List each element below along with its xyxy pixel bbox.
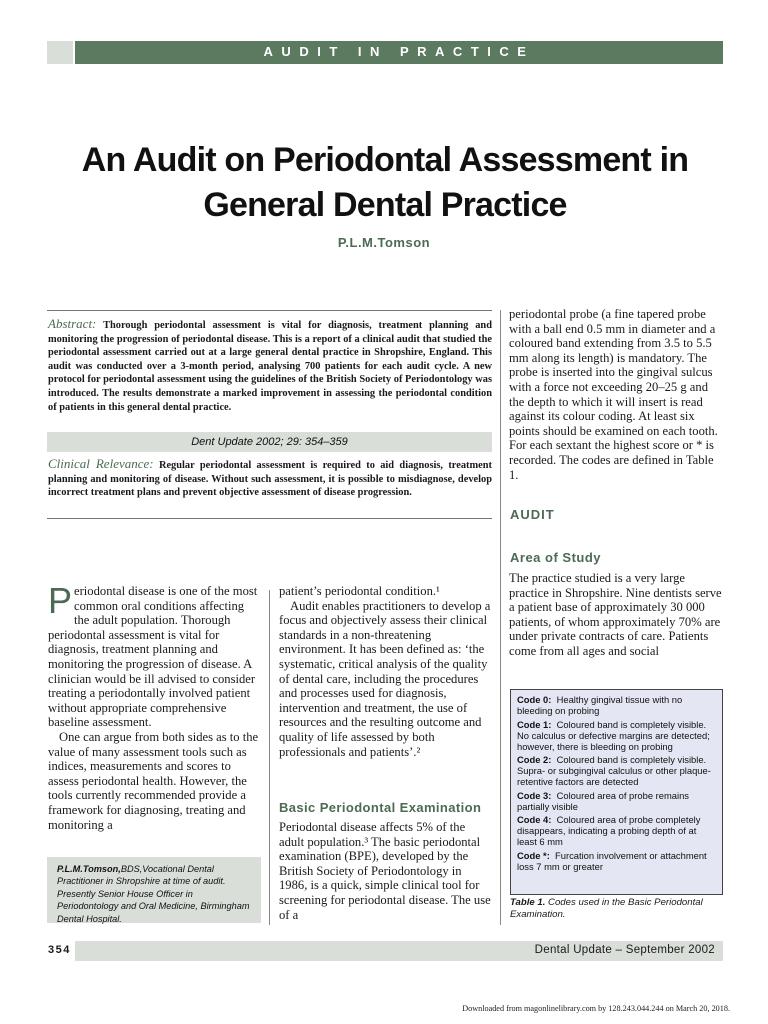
article-title: An Audit on Periodontal Assessment in General Dental Practice bbox=[81, 141, 689, 224]
code-description: Coloured band is completely visible. No calculus or defective margins are detected; however, there is bleeding on probing bbox=[517, 718, 710, 752]
audit-heading: AUDIT bbox=[510, 507, 555, 522]
table-row bbox=[517, 814, 716, 847]
bpe-codes-table bbox=[510, 689, 723, 895]
body-column-3-continued bbox=[509, 571, 723, 659]
bio-name: P.L.M.Tomson, bbox=[57, 864, 121, 874]
bpe-heading: Basic Periodontal Examination bbox=[279, 800, 482, 815]
table-row bbox=[517, 754, 716, 787]
table-row bbox=[517, 850, 716, 872]
column-divider-1 bbox=[269, 590, 270, 925]
body-column-2 bbox=[279, 584, 493, 759]
col2-paragraph-1: patient’s periodontal condition.¹ bbox=[279, 584, 440, 598]
abstract-text: Thorough periodontal assessment is vital for diagnosis, treatment planning and monitoring the progression of periodontal disease. This is a report of a clinical audit that studied the periodontal assessment carried out at a large general dental practice in Shropshire, England. This audit was conducted over a 3-month period, analysing 700 patients for each audit cycle. A new protocol for periodontal assessment using the guidelines of the British Society of Periodontology was introduced. The results demonstrate a marked improvement in assessing the periodontal condition of patients in this general dental practice. bbox=[48, 320, 492, 413]
table-caption bbox=[510, 897, 725, 920]
code-label: Code 1: bbox=[517, 718, 552, 730]
table-row bbox=[517, 719, 716, 752]
citation: Dent Update 2002; 29: 354–359 bbox=[191, 436, 348, 448]
col2-paragraph-3: Periodontal disease affects 5% of the adult population.³ The basic periodontal examination (BPE), developed by the British Society of Periodontology in 1986, is a quick, simple clinical tool for screening for periodontal disease. The use of a bbox=[279, 820, 491, 922]
code-label: Code *: bbox=[517, 849, 550, 861]
code-description: Coloured band is completely visible. Supra- or subgingival calculus or other plaque-retentive factors are detected bbox=[517, 754, 711, 788]
col1-text-1: eriodontal disease is one of the most common oral conditions affecting the adult population. Thorough periodontal assessment is vital for diagnosis, treatment planning and monitoring the progression of disease. A clinician would be ill advised to consider treating a periodontally involved patient without appropriate comprehensive baseline assessment. bbox=[48, 584, 258, 730]
abstract-bottom-rule bbox=[47, 518, 492, 519]
citation-bar bbox=[47, 432, 492, 452]
body-column-2-continued bbox=[279, 820, 493, 922]
code-label: Code 2: bbox=[517, 754, 552, 766]
abstract bbox=[48, 317, 492, 414]
clinical-text: Regular periodontal assessment is required to aid diagnosis, treatment planning and monitoring of disease. Without such assessment, it is possible to misdiagnose, develop incorrect treatment plans and prevent objective assessment of disease progression. bbox=[48, 460, 492, 499]
col2-paragraph-2: Audit enables practitioners to develop a focus and objectively assess their clinical standards in a non-threatening environment. It has been defined as: ‘the systematic, critical analysis of the quality of dental care, including the procedures and processes used for diagnosis, intervention and treatment, the use of resources and the resulting outcome and quality of life assessed by both professionals and patients’.² bbox=[279, 598, 491, 759]
column-divider-2 bbox=[500, 310, 501, 925]
journal-issue: Dental Update – September 2002 bbox=[534, 944, 715, 956]
caption-text: Codes used in the Basic Periodontal Examination. bbox=[510, 897, 703, 920]
bio-text: BDS,Vocational Dental Practitioner in Shropshire at time of audit. Presently Senior House Officer in Periodontology and Oral Medicine, Birmingham Dental Hospital. bbox=[57, 864, 250, 924]
drop-cap: P bbox=[48, 580, 73, 621]
abstract-lead: Abstract: bbox=[48, 316, 97, 331]
col3-paragraph-1: periodontal probe (a fine tapered probe with a ball end 0.5 mm in diameter and a coloured band extending from 3.5 to 5.5 mm along its length) is mandatory. The probe is inserted into the gingival sulcus with a force not exceeding 20–25 g and the depth to which it will insert is read against its colour coding. At least six points should be examined on each tooth. For each sextant the highest score or * is recorded. The codes are defined in Table 1. bbox=[509, 307, 718, 482]
col3-paragraph-2: The practice studied is a very large practice in Shropshire. Nine dentists serve a patient base of approximately 30 000 patients, of whom approximately 70% are under private contracts of care. Patients come from all ages and social bbox=[509, 571, 722, 658]
section-label: AUDIT IN PRACTICE bbox=[263, 44, 535, 59]
download-note: Downloaded from magonlinelibrary.com by 128.243.044.244 on March 20, 2018. bbox=[462, 1004, 730, 1013]
caption-label: Table 1. bbox=[510, 897, 546, 908]
body-column-1 bbox=[48, 580, 261, 832]
author-bio bbox=[47, 857, 261, 923]
banner-accent bbox=[47, 41, 73, 64]
code-label: Code 0: bbox=[517, 694, 552, 705]
area-of-study-heading: Area of Study bbox=[510, 550, 602, 565]
clinical-relevance bbox=[48, 457, 492, 500]
code-description: Coloured area of probe completely disappears, indicating a probing depth of at least 6 mm bbox=[517, 814, 701, 848]
page-number: 354 bbox=[48, 944, 71, 956]
col1-paragraph-2: One can argue from both sides as to the value of many assessment tools such as indices, measurements and scores to assess periodontal health. However, the tools currently recommended provide a framework for diagnosing, treating and monitoring a bbox=[48, 729, 259, 832]
col1-paragraph-1 bbox=[48, 580, 261, 730]
code-description: Coloured area of probe remains partially visible bbox=[517, 789, 689, 812]
code-description: Furcation involvement or attachment loss 7 mm or greater bbox=[517, 849, 707, 872]
clinical-lead: Clinical Relevance: bbox=[48, 456, 154, 471]
code-description: Healthy gingival tissue with no bleeding on probing bbox=[517, 694, 683, 716]
table-row bbox=[517, 694, 716, 716]
code-label: Code 4: bbox=[517, 814, 552, 826]
article-author: P.L.M.Tomson bbox=[337, 235, 431, 250]
abstract-top-rule bbox=[47, 310, 492, 311]
body-column-3 bbox=[509, 307, 723, 482]
code-label: Code 3: bbox=[517, 789, 552, 801]
table-row bbox=[517, 790, 716, 812]
